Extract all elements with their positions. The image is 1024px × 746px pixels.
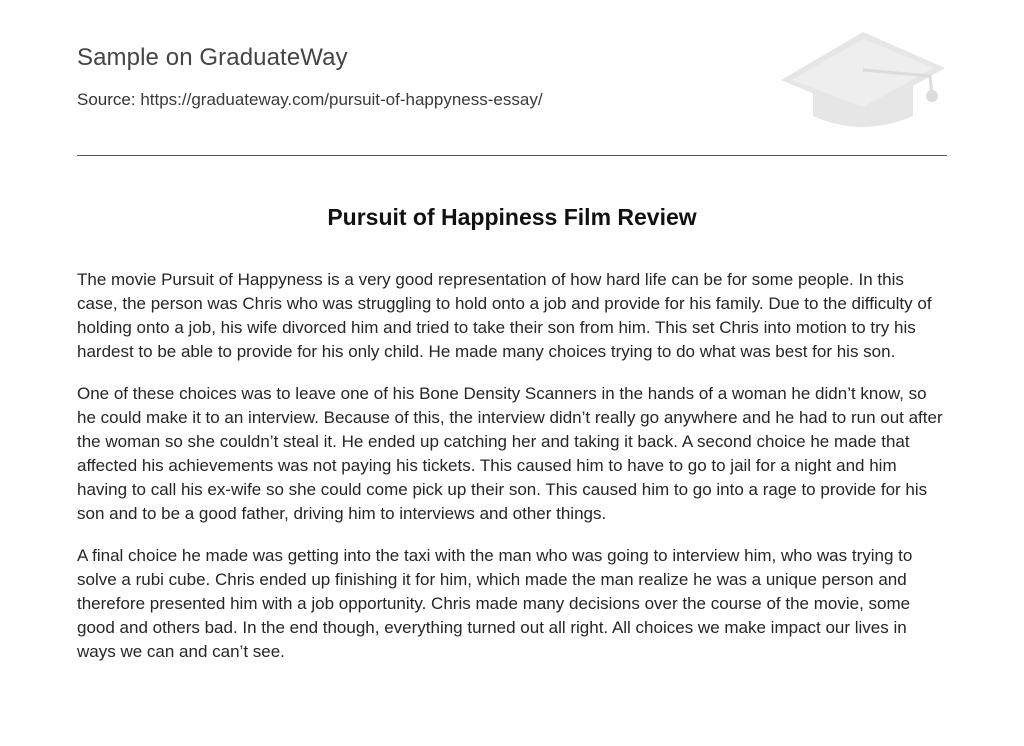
essay-title: Pursuit of Happiness Film Review bbox=[327, 204, 697, 230]
essay-body bbox=[77, 268, 947, 682]
graduation-cap-icon bbox=[780, 30, 946, 134]
essay-paragraph: A final choice he made was getting into the taxi with the man who was going to interview him, who was trying to solve a rubi cube. Chris ended up finishing it for him, which made the man realize he was a unique person and therefore presented him with a job opportunity. Chris made many decisions over the course of the movie, some good and others bad. In the end though, everything turned out all right. All choices we make impact our lives in ways we can and can’t see. bbox=[77, 546, 913, 661]
essay-paragraph: The movie Pursuit of Happyness is a very good representation of how hard life can be for some people. In this case, the person was Chris who was struggling to hold onto a job and provide for his family. Due to the difficulty of holding onto a job, his wife divorced him and tried to take their son from him. This set Chris into motion to try his hardest to be able to provide for his only child. He made many choices trying to do what was best for his son. bbox=[77, 270, 932, 361]
header-divider bbox=[77, 155, 947, 156]
essay-paragraph: One of these choices was to leave one of his Bone Density Scanners in the hands of a woman he didn’t know, so he could make it to an interview. Because of this, the interview didn’t really go anywhere and he had to run out after the woman so she couldn’t steal it. He ended up catching her and taking it back. A second choice he made that affected his achievements was not paying his tickets. This caused him to have to go to jail for a night and him having to call his ex-wife so she could come pick up their son. This caused him to go into a rage to provide for his son and to be a good father, driving him to interviews and other things. bbox=[77, 384, 943, 523]
site-title: Sample on GraduateWay bbox=[77, 44, 348, 71]
source-link[interactable]: https://graduateway.com/pursuit-of-happyness-essay/ bbox=[140, 90, 543, 109]
source-label: Source: bbox=[77, 90, 136, 109]
source-line bbox=[77, 90, 543, 110]
header bbox=[77, 0, 947, 156]
